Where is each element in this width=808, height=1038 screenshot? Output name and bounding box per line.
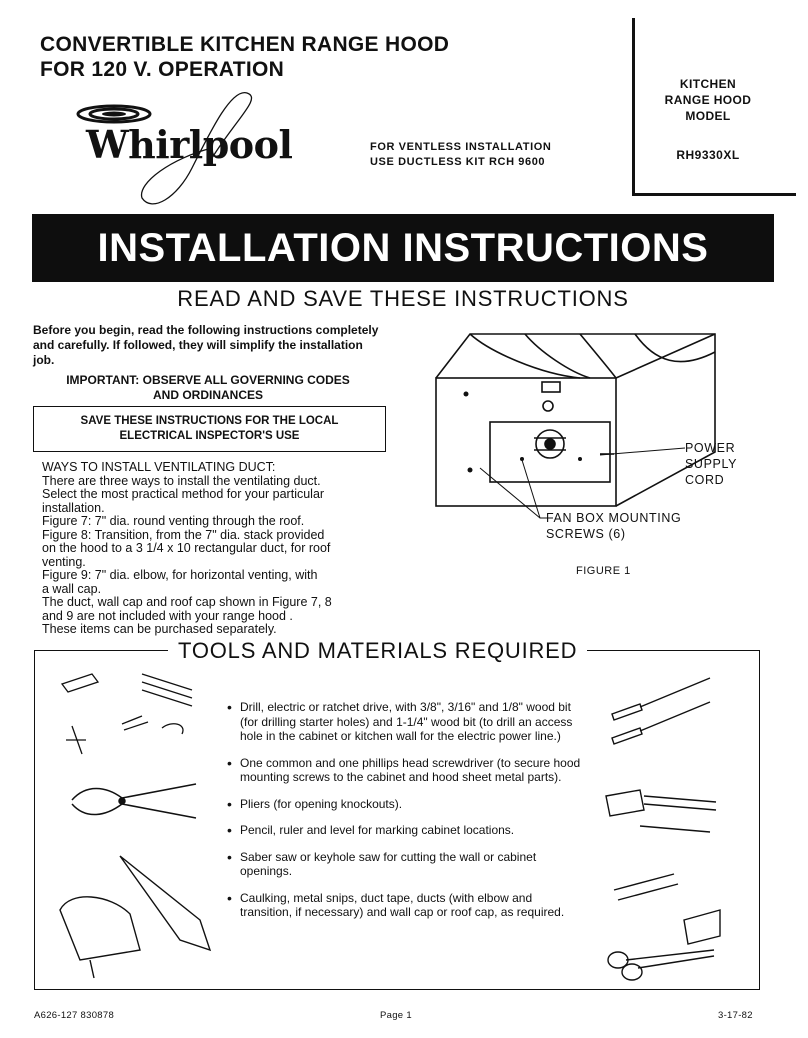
power-line-1: POWER	[685, 441, 736, 455]
caulk-gun-scissors-illustration	[604, 860, 724, 982]
tool-item-pencil-ruler: • Pencil, ruler and level for marking cabinet locations.	[226, 823, 584, 838]
tool-item-pliers: • Pliers (for opening knockouts).	[226, 797, 584, 812]
ventless-line-2: USE DUCTLESS KIT RCH 9600	[370, 156, 546, 168]
read-save-heading: READ AND SAVE THESE INSTRUCTIONS	[177, 286, 629, 311]
ways-line: Figure 7: 7" dia. round venting through the roof.	[42, 514, 305, 528]
ways-line: Figure 9: 7" dia. elbow, for horizontal venting, with	[42, 568, 318, 582]
ventless-line-1: FOR VENTLESS INSTALLATION	[370, 141, 552, 153]
title-line-1: CONVERTIBLE KITCHEN RANGE HOOD	[40, 33, 450, 56]
important-line-2: AND ORDINANCES	[152, 388, 263, 402]
model-number: RH9330XL	[676, 148, 740, 162]
title-line-2: FOR 120 V. OPERATION	[40, 58, 285, 81]
important-note	[33, 373, 383, 403]
tool-item-drill: • Drill, electric or ratchet drive, with 3/8", 3/16" and 1/8" wood bit (for drilling starter holes) and 1-1/4" wood bit (to drill an access hole in the cabinet or kitchen wall for the electric power line.)	[226, 700, 584, 744]
model-box-divider	[632, 18, 635, 196]
before-you-begin-text: Before you begin, read the following instructions completely and carefully. If followed, they will simplify the installation job.	[33, 323, 379, 367]
pliers-illustration	[66, 776, 200, 826]
model-label-line-2: RANGE HOOD	[664, 93, 752, 107]
power-line-3: CORD	[685, 473, 725, 487]
power-line-2: SUPPLY	[685, 457, 738, 471]
save-instructions-box	[33, 406, 386, 452]
ways-line: a wall cap.	[42, 581, 102, 596]
ways-to-install-section	[42, 461, 392, 637]
fan-line-2: SCREWS (6)	[546, 527, 626, 541]
ventless-note	[370, 140, 551, 170]
model-label-line-3: MODEL	[685, 109, 731, 123]
document-date: 3-17-82	[718, 1010, 753, 1021]
tool-item-caulking: • Caulking, metal snips, duct tape, ducts (with elbow and transition, if necessary) and wall cap or roof cap, as required.	[226, 891, 584, 920]
ways-line: The duct, wall cap and roof cap shown in Figure 7, 8	[42, 595, 332, 609]
ways-heading: WAYS TO INSTALL VENTILATING DUCT:	[42, 460, 276, 474]
saber-saw-illustration	[50, 850, 220, 980]
model-label-line-1: KITCHEN	[679, 77, 737, 91]
document-title	[40, 32, 449, 82]
save-line-1: SAVE THESE INSTRUCTIONS FOR THE LOCAL	[80, 415, 339, 427]
screwdrivers-illustration	[606, 664, 716, 764]
tools-heading: TOOLS AND MATERIALS REQUIRED	[168, 638, 587, 664]
ways-line: There are three ways to install the ventilating duct.	[42, 473, 321, 488]
tools-list	[226, 700, 584, 932]
save-line-2: ELECTRICAL INSPECTOR'S USE	[119, 430, 300, 442]
snips-illustration	[600, 776, 720, 836]
ways-line: on the hood to a 3 1/4 x 10 rectangular duct, for roof	[42, 541, 331, 555]
power-supply-cord-label	[685, 440, 737, 488]
installation-banner: INSTALLATION INSTRUCTIONS	[32, 214, 774, 282]
model-label	[648, 76, 768, 124]
figure-1-leader-lines	[470, 440, 690, 520]
ways-line: These items can be purchased separately.	[42, 622, 277, 636]
tool-item-saw: • Saber saw or keyhole saw for cutting the wall or cabinet openings.	[226, 850, 584, 879]
fan-box-screws-label	[546, 510, 681, 542]
model-box-underline	[632, 193, 796, 196]
tool-item-screwdrivers: • One common and one phillips head screwdriver (to secure hood mounting screws to the cabinet and hood sheet metal parts).	[226, 756, 584, 785]
figure-1-caption: FIGURE 1	[576, 565, 631, 577]
ways-line: Figure 8: Transition, from the 7" dia. stack provided	[42, 527, 325, 542]
fan-line-1: FAN BOX MOUNTING	[546, 511, 682, 525]
ways-line: Select the most practical method for your particular	[42, 487, 325, 501]
drill-bits-illustration	[52, 664, 202, 760]
important-line-1: IMPORTANT: OBSERVE ALL GOVERNING CODES	[66, 373, 350, 387]
brand-logo-text: Whirlpool	[86, 122, 293, 167]
ways-line: venting.	[42, 554, 86, 569]
ways-line: and 9 are not included with your range hood .	[42, 608, 293, 623]
page-number: Page 1	[380, 1010, 412, 1021]
document-code: A626-127 830878	[34, 1010, 115, 1021]
ways-line: installation.	[42, 500, 105, 515]
